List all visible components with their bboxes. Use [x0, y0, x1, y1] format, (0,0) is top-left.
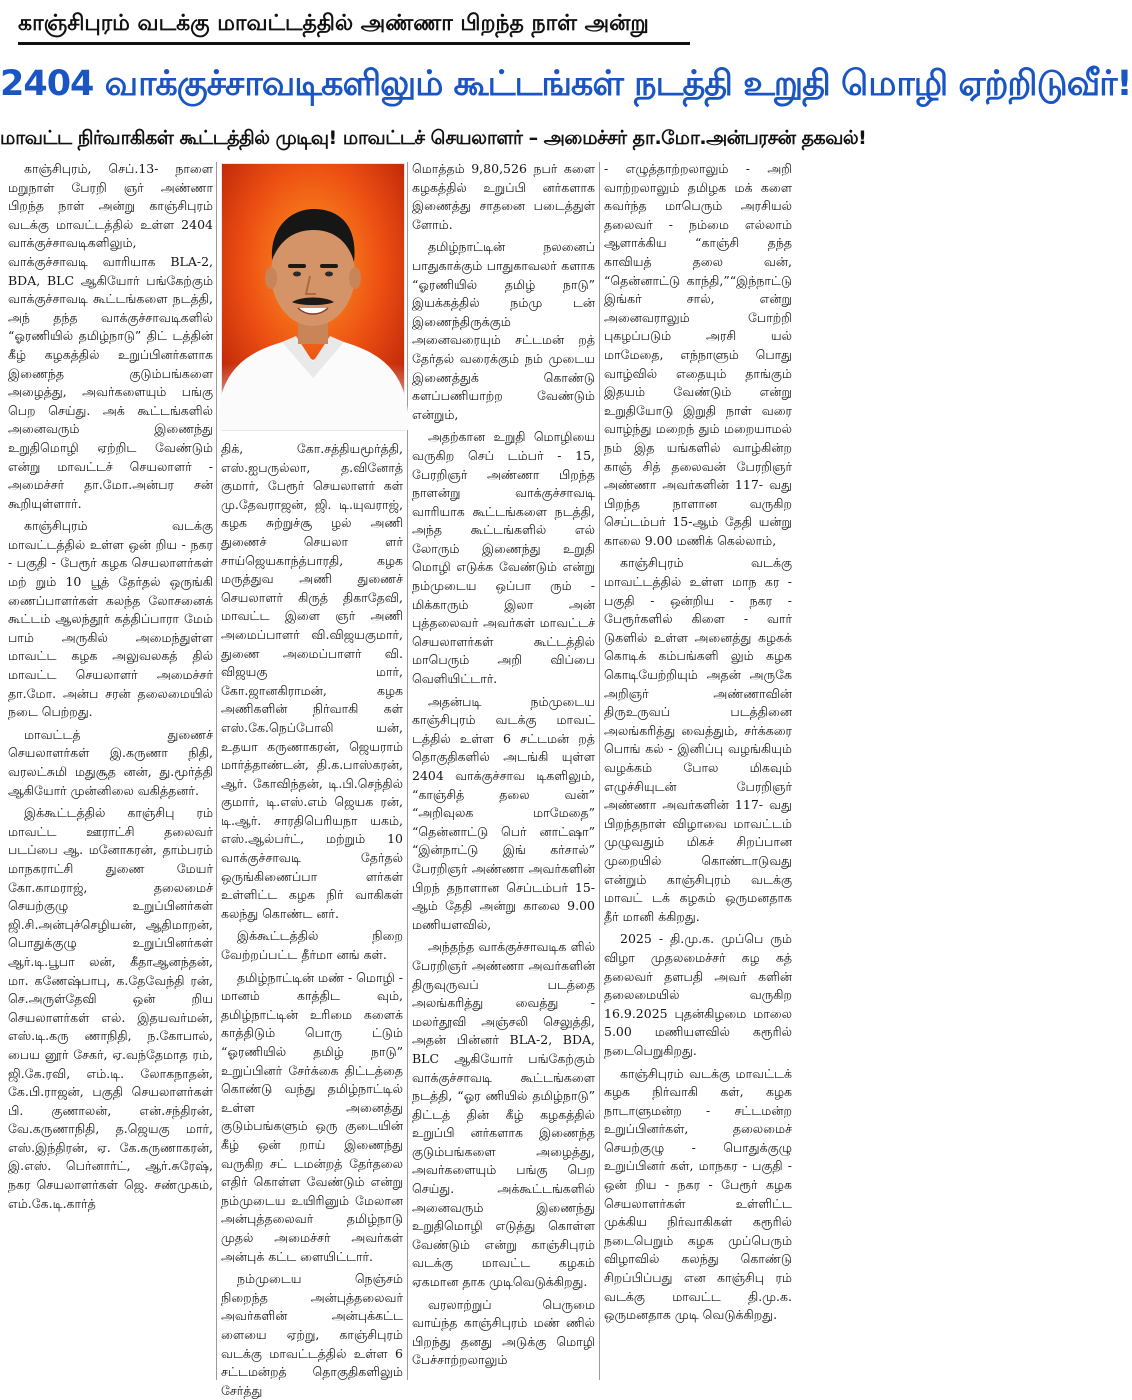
article-column-1: [8, 160, 213, 1380]
article-column-4: [604, 160, 792, 1380]
column-divider: [216, 162, 217, 1380]
paragraph: 2025 - தி.மு.க. முப்பெ ரும் விழா முதலமைச்சர் கழ கத் தலைவர் தளபதி அவர் களின் தலைமையில் வருகிற 16.9.2025 புதன்கிழமை மாலை 5.00 மணியளவில் கரூரில் நடைபெறுகிறது.: [604, 931, 792, 1058]
paragraph: நம்முடைய நெஞ்சம் நிறைந்த அன்புத்தலைவர் அவர்களின் அன்புக்கட்ட ளையை ஏற்று, காஞ்சிபுரம் வடக்கு மாவட்டத்தில் உள்ள 6 சட்டமன்றத் தொகுதிகளிலும் சேர்த்து: [221, 1271, 403, 1398]
article-column-2: [221, 440, 404, 1398]
paragraph: இக்கூட்டத்தில் நிறை வேற்றப்பட்ட தீர்மா னங் கள்.: [221, 928, 403, 963]
paragraph: அதன்படி நம்முடைய காஞ்சிபுரம் வடக்கு மாவட் டத்தில் உள்ள 6 சட்டமன் றத் தொகுதிகளில் அடங்கி யுள்ள 2404 வாக்குச்சாவ டிகளிலும், “காஞ்சித் தலை வன்” “அறிவுலக மாமேதை” “தென்னாட்டு பெர் னாட்ஷா” “இன்நாட்டு இங் கர்சால்” பேரறிஞர் அண்ணா அவர்களின் பிறந் தநாளான செப்டம்பர் 15- ஆம் தேதி அன்று காலை 9.00 மணியளவில்,: [412, 693, 595, 932]
paragraph: தமிழ்நாட்டின் மண் - மொழி - மானம் காத்திட வும், தமிழ்நாட்டின் உரிமை களைக் காத்திடும் பொரு ட்டும் “ஓரணியில் தமிழ் நாடு” உறுப்பினர் சேர்க்கை திட்டத்தை கொண்டு வந்து தமிழ்நாட்டில் உள்ள அனைத்து குடும்பங்களும் ஒரு குடையின் கீழ் ஒன் றாய் இணைந்து வருகிற சட் டமன்றத் தேர்தலை எதிர் கொள்ள வேண்டும் என்று நம்முடைய உயிரினும் மேலான அன்புத்தலைவர் தமிழ்நாடு முதல் அமைச்சர் அவர்கள் அன்புக் கட்ட ளையிட்டார்.: [221, 969, 404, 1264]
paragraph: - எழுத்தாற்றலாலும் - அறி வாற்றலாலும் தமிழக மக் களை கவர்ந்த மாபெரும் அரசியல் தலைவர் - நம்மை எல்லாம் ஆளாக்கிய “காஞ்சி தந்த காவியத் தலை வன், “தென்னாட்டு காந்தி,”“இந்நாட்டு இங்கர் சால், என்று அனைவராலும் போற்றி புகழப்படும் அரசி யல் மாமேதை, எந்நாளும் பொது வாழ்வில் எதையும் தாங்கும் இதயம் வேண்டும் என்று உறுதியோடு இறுதி நாள் வரை வாழ்ந்து மறைந் தும் மறையாமல் நம் இத யங்களில் வாழ்கின்ற காஞ் சித் தலைவன் பேரறிஞர் அண்ணா அவர்களின் 117- வது பிறந்த நாளான வருகிற செப்டம்பர் 15-ஆம் தேதி யன்று காலை 9.00 மணிக் கெல்லாம்,: [604, 161, 792, 548]
paragraph: திக், கோ.சத்தியமூர்த்தி, எஸ்.ஐபருல்லா, த.வினோத் குமார், பேரூர் செயலாளர் கள் மு.தேவராஜன், ஜி. டி.யுவராஜ், கழக சுற்றுச்சூ ழல் அணி துணைச் செயலா ளர் சாய்ஜெயகாந்த்பாரதி, கழக மருத்துவ அணி துணைச் செயலாளர் கிருத் திகாதேவி, மாவட்ட இளை ஞர் அணி அமைப்பாளர் வி.விஜயகுமார், துணை அமைப்பாளர் வி. விஜயகு மார், கோ.ஜானகிராமன், கழக அணிகளின் நிர்வாகி கள் எஸ்.கே.நெப்போலி யன், உதயா கருணாகரன், ஜெயராம் மார்த்தாண்டன், தி.க.பாஸ்கரன், ஆர். கோவிந்தன், டி.பி.செந்தில் குமார், டி.எஸ்.எம் ஜெயக ரன், டி.ஆர். சாரதிபெரியநா யகம், எஸ்.ஆல்பர்ட், மற்றும் 10 வாக்குச்சாவடி தேர்தல் ஒருங்கிணைப்பா ளர்கள் உள்ளிட்ட கழக நிர் வாகிகள் கலந்து கொண்ட னர்.: [221, 441, 403, 921]
paragraph: காஞ்சிபுரம் வடக்கு மாவட்டக் கழக நிர்வாகி கள், கழக நாடாளுமன்ற - சட்டமன்ற உறுப்பினர்கள், தலைமைச் செயற்குழு - பொதுக்குழு உறுப்பினர் கள், மாநகர - பகுதி - ஒன் றிய - நகர - பேரூர் கழக செயலாளர்கள் உள்ளிட்ட முக்கிய நிர்வாகிகள் கரூரில் நடைபெறும் கழக முப்பெரும் விழாவில் கலந்து கொண்டு சிறப்பிப்பது என காஞ்சிபு ரம் வடக்கு மாவட்ட தி.மு.க. ஒருமனதாக முடி வெடுக்கிறது.: [604, 1065, 792, 1323]
paragraph: அந்தந்த வாக்குச்சாவடிக ளில் பேரறிஞர் அண்ணா அவர்களின் திருவுருவப் படத்தை அலங்கரித்து வைத்து - மலர்தூவி அஞ்சலி செலுத்தி, அதன் பின்னர் BLA-2, BDA, BLC ஆகியோர் பங்கேற்கும் வாக்குச்சாவடி கூட்டங்களை நடத்தி, “ஓர ணியில் தமிழ்நாடு” திட்டத் தின் கீழ் கழகத்தில் உறுப்பி னர்களாக இணைந்த குடும்பங்களை அழைத்து, அவர்களையும் பங்கு பெற செய்து. அக்கூட்டங்களில் அனைவரும் இணைந்து உறுதிமொழி எடுத்து கொள்ள வேண்டும் என்று காஞ்சிபுரம் வடக்கு மாவட்ட கழகம் ஏகமான தாக முடிவெடுக்கிறது.: [412, 939, 595, 1290]
paragraph: இக்கூட்டத்தில் காஞ்சிபு ரம் மாவட்ட ஊராட்சி தலைவர் படப்பை ஆ. மனோகரன், தாம்பரம் மாநகராட்சி துணை மேயர் கோ.காமராஜ், தலைமைச் செயற்குழு உறுப்பினர்கள் ஜி.சி.அன்புச்செழியன், ஆதிமாறன், பொதுக்குழு உறுப்பினர்கள் ஆர்.டி.பூபா லன், கீதாஆனந்தன், மா. கணேஷ்பாபு, க.தேவேந்தி ரன், செ.அருள்தேவி ஒன் றிய செயலாளர்கள் எல். இதயவர்மன், எஸ்.டி.கரு ணாநிதி, ந.கோபால், பைய னூர் சேகர், ஏ.வந்தேமாத ரம், ஜி.கே.ரவி, எம்.டி. லோகநாதன், கே.பி.ராஜன், பகுதி செயலாளர்கள் பி. குணாலன், என்.சந்திரன், வே.கருணாநிதி, த.ஜெயகு மார், எஸ்.இந்திரன், ஏ. கே.கருணாகரன், இ.எஸ். பெர்னார்ட், ஆர்.சுரேஷ், நகர செயலாளர்கள் ஜெ. சண்முகம், எம்.கே.டி.கார்த்: [8, 805, 213, 1211]
paragraph: மாவட்டத் துணைச் செயலாளர்கள் இ.கருணா நிதி, வரலட்சுமி மதுசூத னன், து.மூர்த்தி ஆகியோர் முன்னிலை வகித்தனர்.: [8, 726, 213, 798]
minister-photo: [221, 163, 405, 431]
article-column-3: [412, 160, 595, 1380]
column-divider: [407, 162, 408, 1380]
paragraph: வரலாற்றுப் பெருமை வாய்ந்த காஞ்சிபுரம் மண் ணில் பிறந்து தனது அடுக்கு மொழி பேச்சாற்றலாலும்: [412, 1296, 595, 1368]
paragraph: அதற்கான உறுதி மொழியை வருகிற செப் டம்பர் - 15, பேரறிஞர் அண்ணா பிறந்த நாளன்று வாக்குச்சாவடி வாரியாக கூட்டங்களை நடத்தி, அந்த கூட்டங்களில் எல் லோரும் இணைந்து உறுதி மொழி எடுக்க வேண்டும் என்று நம்முடைய ஒப்பா ரும் - மிக்காரும் இலா அன் புத்தலைவர் அவர்கள் மாவட்டச் செயலாளர்கள் கூட்டத்தில் மாபெரும் அறி விப்பை வெளியிட்டார்.: [412, 429, 595, 687]
paragraph: காஞ்சிபுரம் வடக்கு மாவட்டத்தில் உள்ள மாந கர - பகுதி - ஒன்றிய - நகர - பேரூர்களில் கிளை - வார் டுகளில் உள்ள அனைத்து கழகக் கொடிக் கம்பங்களி லும் கழக கொடியேற்றியும் அதன் அருகே அறிஞர் அண்ணாவின் திருஉருவப் படத்தினை அலங்கரித்து வைத்தும், சர்க்கரை பொங் கல் - இனிப்பு வழங்கியும் வழக்கம் போல மிகவும் எழுச்சியுடன் பேரறிஞர் அண்ணா அவர்களின் 117- வது பிறந்தநாள் விழாவை மாவட்டம் முழுவதும் மிகச் சிறப்பான முறையில் கொண்டாடுவது என்றும் காஞ்சிபுரம் வடக்கு மாவட் டக் கழகம் ஒருமனதாக தீர் மானி க்கிறது.: [604, 555, 792, 924]
paragraph: காஞ்சிபுரம் வடக்கு மாவட்டத்தில் உள்ள ஒன் றிய - நகர - பகுதி - பேரூர் கழக செயலாளர்கள் மற் றும் 10 பூத் தேர்தல் ஒருங்கி ணைப்பாளர்கள் கலந்த லோசனைக் கூட்டம் ஆலந்தூர் கத்திப்பாரா மேம் பாம் அருகில் அமைந்துள்ள மாவட்ட கழக அலுவலகத் தில் மாவட்ட செயலாளர் அமைச்சர் தா.மோ. அன்ப சரன் தலைமையில் நடை பெற்றது.: [8, 518, 213, 720]
paragraph: காஞ்சிபுரம், செப்.13- நாளை மறுநாள் பேரறி ஞர் அண்ணா பிறந்த நாள் அன்று காஞ்சிபுரம் வடக்கு மாவட்டத்தில் உள்ள 2404 வாக்குச்சாவடிகளிலும், வாக்குச்சாவடி வாரியாக BLA-2, BDA, BLC ஆகியோர் பங்கேற்கும் வாக்குச்சாவடி கூட்டங்களை நடத்தி, அந் தந்த வாக்குச்சாவடிகளில் “ஓரணியில் தமிழ்நாடு” திட் டத்தின் கீழ் கழகத்தில் உறுப்பினர்களாக இணைந்த குடும்பங்களை அழைத்து, அவர்களையும் பங்கு பெற செய்து. அக் கூட்டங்களில் அனைவரும் இணைந்து உறுதிமொழி ஏற்றிட வேண்டும் என்று மாவட்டச் செயலாளர் - அமைச்சர் தா.மோ.அன்பர சன் கூறியுள்ளார்.: [8, 161, 213, 511]
kicker-line: காஞ்சிபுரம் வடக்கு மாவட்டத்தில் அண்ணா பிறந்த நாள் அன்று: [18, 6, 690, 45]
paragraph: மொத்தம் 9,80,526 நபர் களை கழகத்தில் உறுப்பி னர்களாக இணைத்து சாதனை படைத்துள் ளோம்.: [412, 161, 595, 232]
subheadline: மாவட்ட நிர்வாகிகள் கூட்டத்தில் முடிவு! மாவட்டச் செயலாளர் – அமைச்சர் தா.மோ.அன்பரசன் தகவல்!: [0, 127, 867, 149]
column-divider: [599, 162, 600, 1380]
headline: 2404 வாக்குச்சாவடிகளிலும் கூட்டங்கள் நடத்தி உறுதி மொழி ஏற்றிடுவீர்!: [0, 64, 1132, 104]
paragraph: தமிழ்நாட்டின் நலனைப் பாதுகாக்கும் பாதுகாவலர் களாக “ஓரணியில் தமிழ் நாடு” இயக்கத்தில் நம்மு டன் இணைந்திருக்கும் அனைவரையும் சட்டமன் றத் தேர்தல் வரைக்கும் நம் முடைய இணைத்துக் கொண்டு களப்பணியாற்ற வேண்டும் என்றும்,: [412, 239, 595, 422]
